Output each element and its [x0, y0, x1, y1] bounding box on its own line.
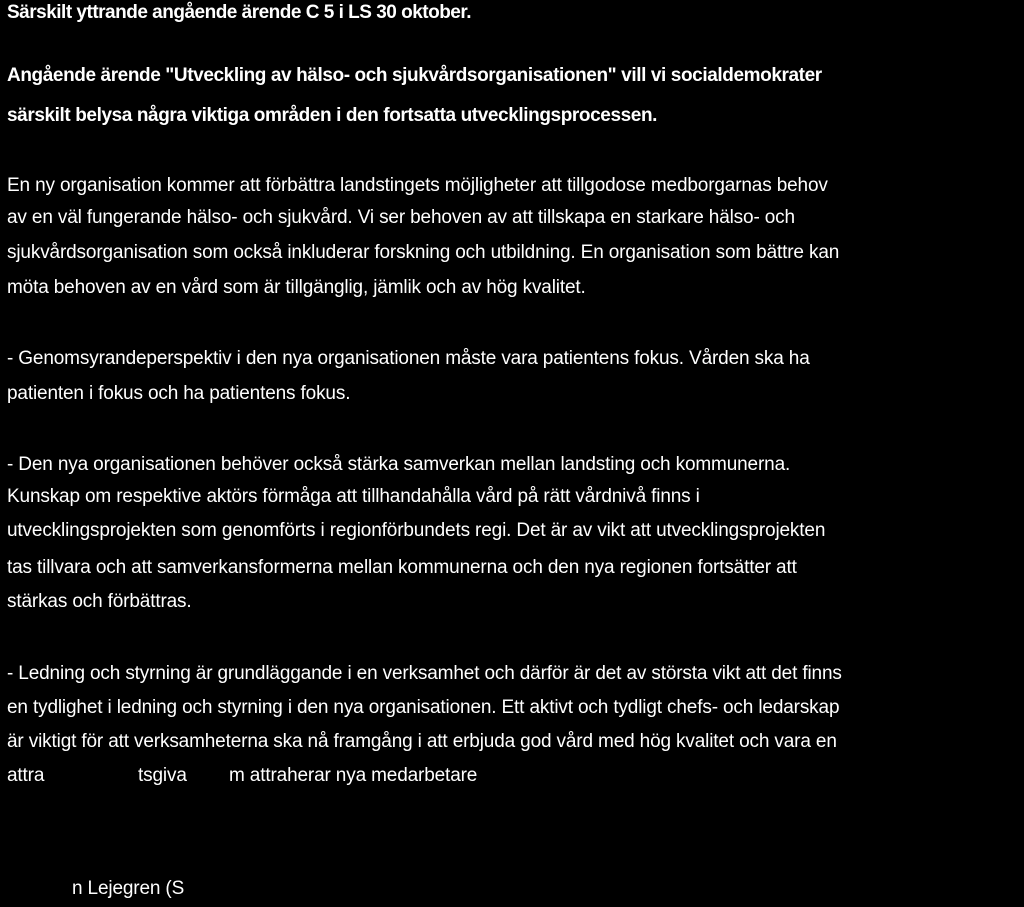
paragraph-3-line-2: Kunskap om respektive aktörs förmåga att tillhandahålla vård på rätt vårdnivå finns i — [7, 486, 700, 507]
paragraph-4-line-3: är viktigt för att verksamheterna ska nå framgång i att erbjuda god vård med hög kvalitet och vara en — [7, 731, 837, 752]
paragraph-4-line-4 — [0, 763, 1024, 789]
paragraph-2-line-2: patienten i fokus och ha patientens fokus. — [7, 383, 351, 404]
paragraph-3-line-1: - Den nya organisationen behöver också stärka samverkan mellan landsting och kommunerna. — [7, 454, 791, 475]
intro-line-1: Angående ärende "Utveckling av hälso- och sjukvårdsorganisationen" vill vi socialdemokrater — [7, 65, 822, 86]
document-heading: Särskilt yttrande angående ärende C 5 i LS 30 oktober. — [7, 2, 472, 23]
fragment-tsgiva: tsgiva — [138, 765, 187, 786]
fragment-attra: attra — [7, 765, 45, 786]
paragraph-1-line-4: möta behoven av en vård som är tillgänglig, jämlik och av hög kvalitet. — [7, 277, 586, 298]
paragraph-4-line-1: - Ledning och styrning är grundläggande i en verksamhet och därför är det av största vikt att det finns — [7, 663, 842, 684]
fragment-attraherar: m attraherar nya medarbetare — [229, 765, 478, 786]
paragraph-3-line-5: stärkas och förbättras. — [7, 591, 192, 612]
paragraph-2-line-1: - Genomsyrandeperspektiv i den nya organisationen måste vara patientens fokus. Vården ska ha — [7, 348, 810, 369]
paragraph-3-line-3: utvecklingsprojekten som genomförts i regionförbundets regi. Det är av vikt att utvecklingsprojekten — [7, 520, 826, 541]
intro-line-2: särskilt belysa några viktiga områden i den fortsatta utvecklingsprocessen. — [7, 105, 658, 126]
paragraph-1-line-1: En ny organisation kommer att förbättra landstingets möjligheter att tillgodose medborgarnas behov — [7, 175, 828, 196]
paragraph-1-line-3: sjukvårdsorganisation som också inkluderar forskning och utbildning. En organisation som bättre kan — [7, 242, 840, 263]
paragraph-3-line-4: tas tillvara och att samverkansformerna mellan kommunerna och den nya regionen fortsätter att — [7, 557, 797, 578]
signature-fragment: n Lejegren (S — [72, 878, 185, 899]
paragraph-1-line-2: av en väl fungerande hälso- och sjukvård. Vi ser behoven av att tillskapa en starkare hälso- och — [7, 207, 795, 228]
paragraph-4-line-2: en tydlighet i ledning och styrning i den nya organisationen. Ett aktivt och tydligt chefs- och ledarskap — [7, 697, 840, 718]
